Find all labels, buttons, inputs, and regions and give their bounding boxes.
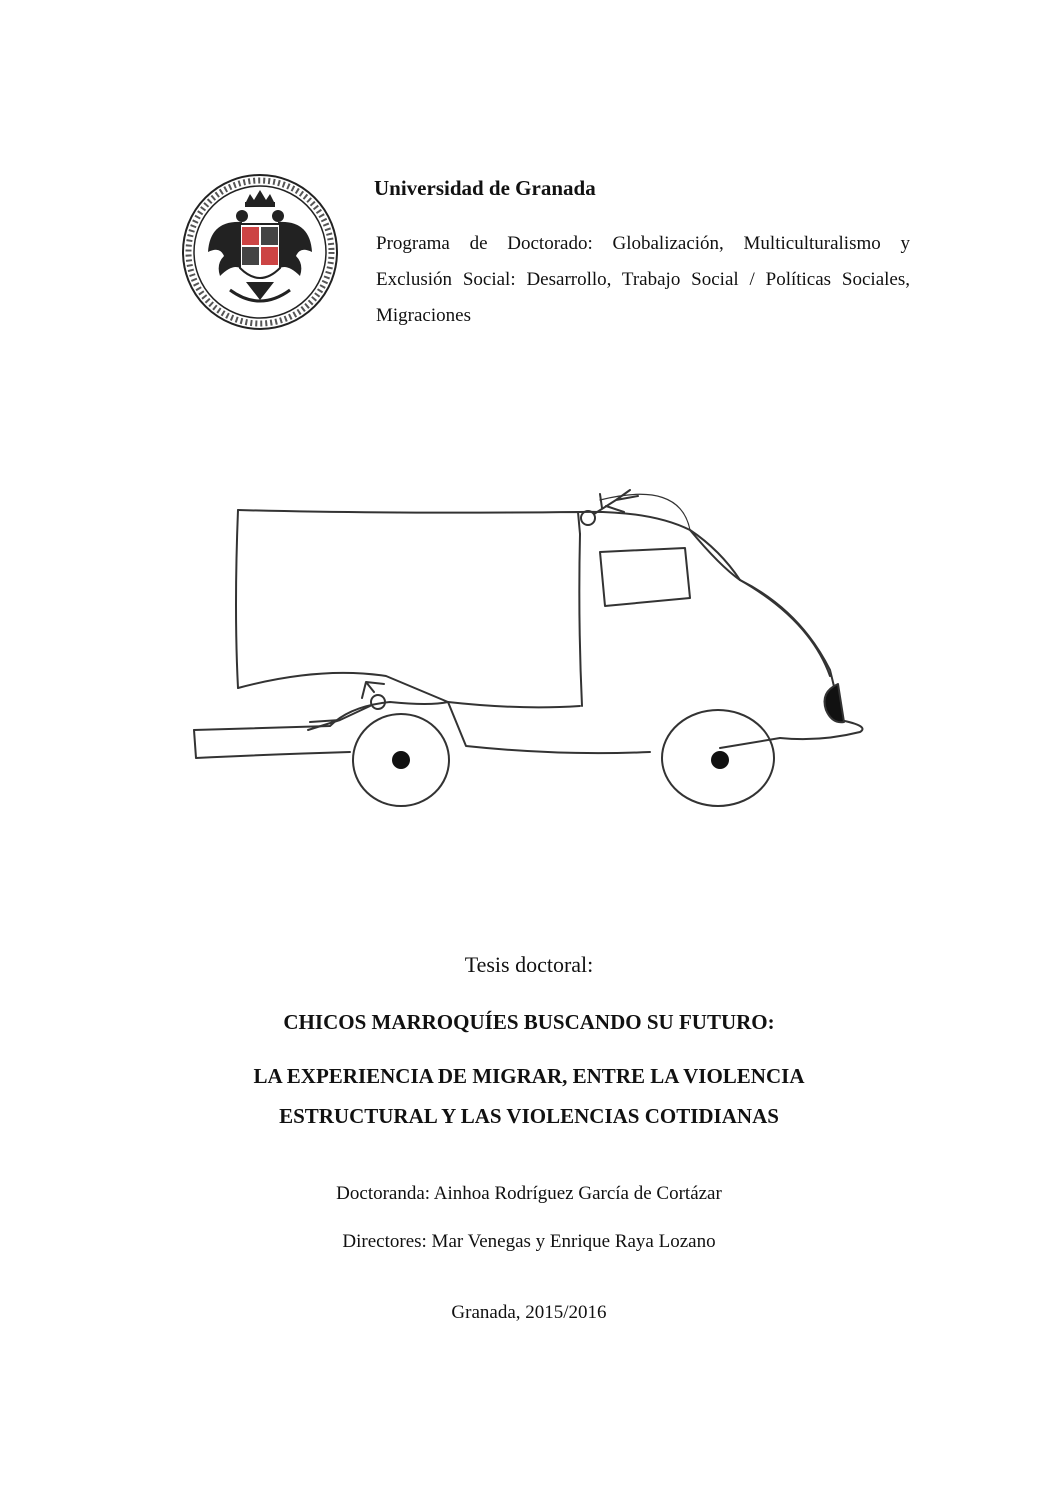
- author: Doctoranda: Ainhoa Rodríguez García de Cortázar: [336, 1183, 722, 1204]
- truck-drawing-icon: [180, 470, 880, 830]
- thesis-title-line-3: ESTRUCTURAL Y LAS VIOLENCIAS COTIDIANAS: [279, 1104, 779, 1128]
- thesis-title-line-1: CHICOS MARROQUÍES BUSCANDO SU FUTURO:: [283, 1010, 775, 1034]
- thesis-title-line-2: LA EXPERIENCIA DE MIGRAR, ENTRE LA VIOLENCIA: [253, 1064, 805, 1088]
- directors: Directores: Mar Venegas y Enrique Raya Lozano: [342, 1231, 716, 1252]
- university-name: Universidad de Granada: [374, 176, 596, 200]
- place-date: Granada, 2015/2016: [451, 1302, 607, 1323]
- thesis-label: Tesis doctoral:: [464, 952, 594, 977]
- university-seal-icon: [180, 172, 340, 332]
- doctoral-program: Programa de Doctorado: Globalización, Multiculturalismo y Exclusión Social: Desarrollo, Trabajo Social / Políticas Sociales, Migraciones: [376, 233, 910, 326]
